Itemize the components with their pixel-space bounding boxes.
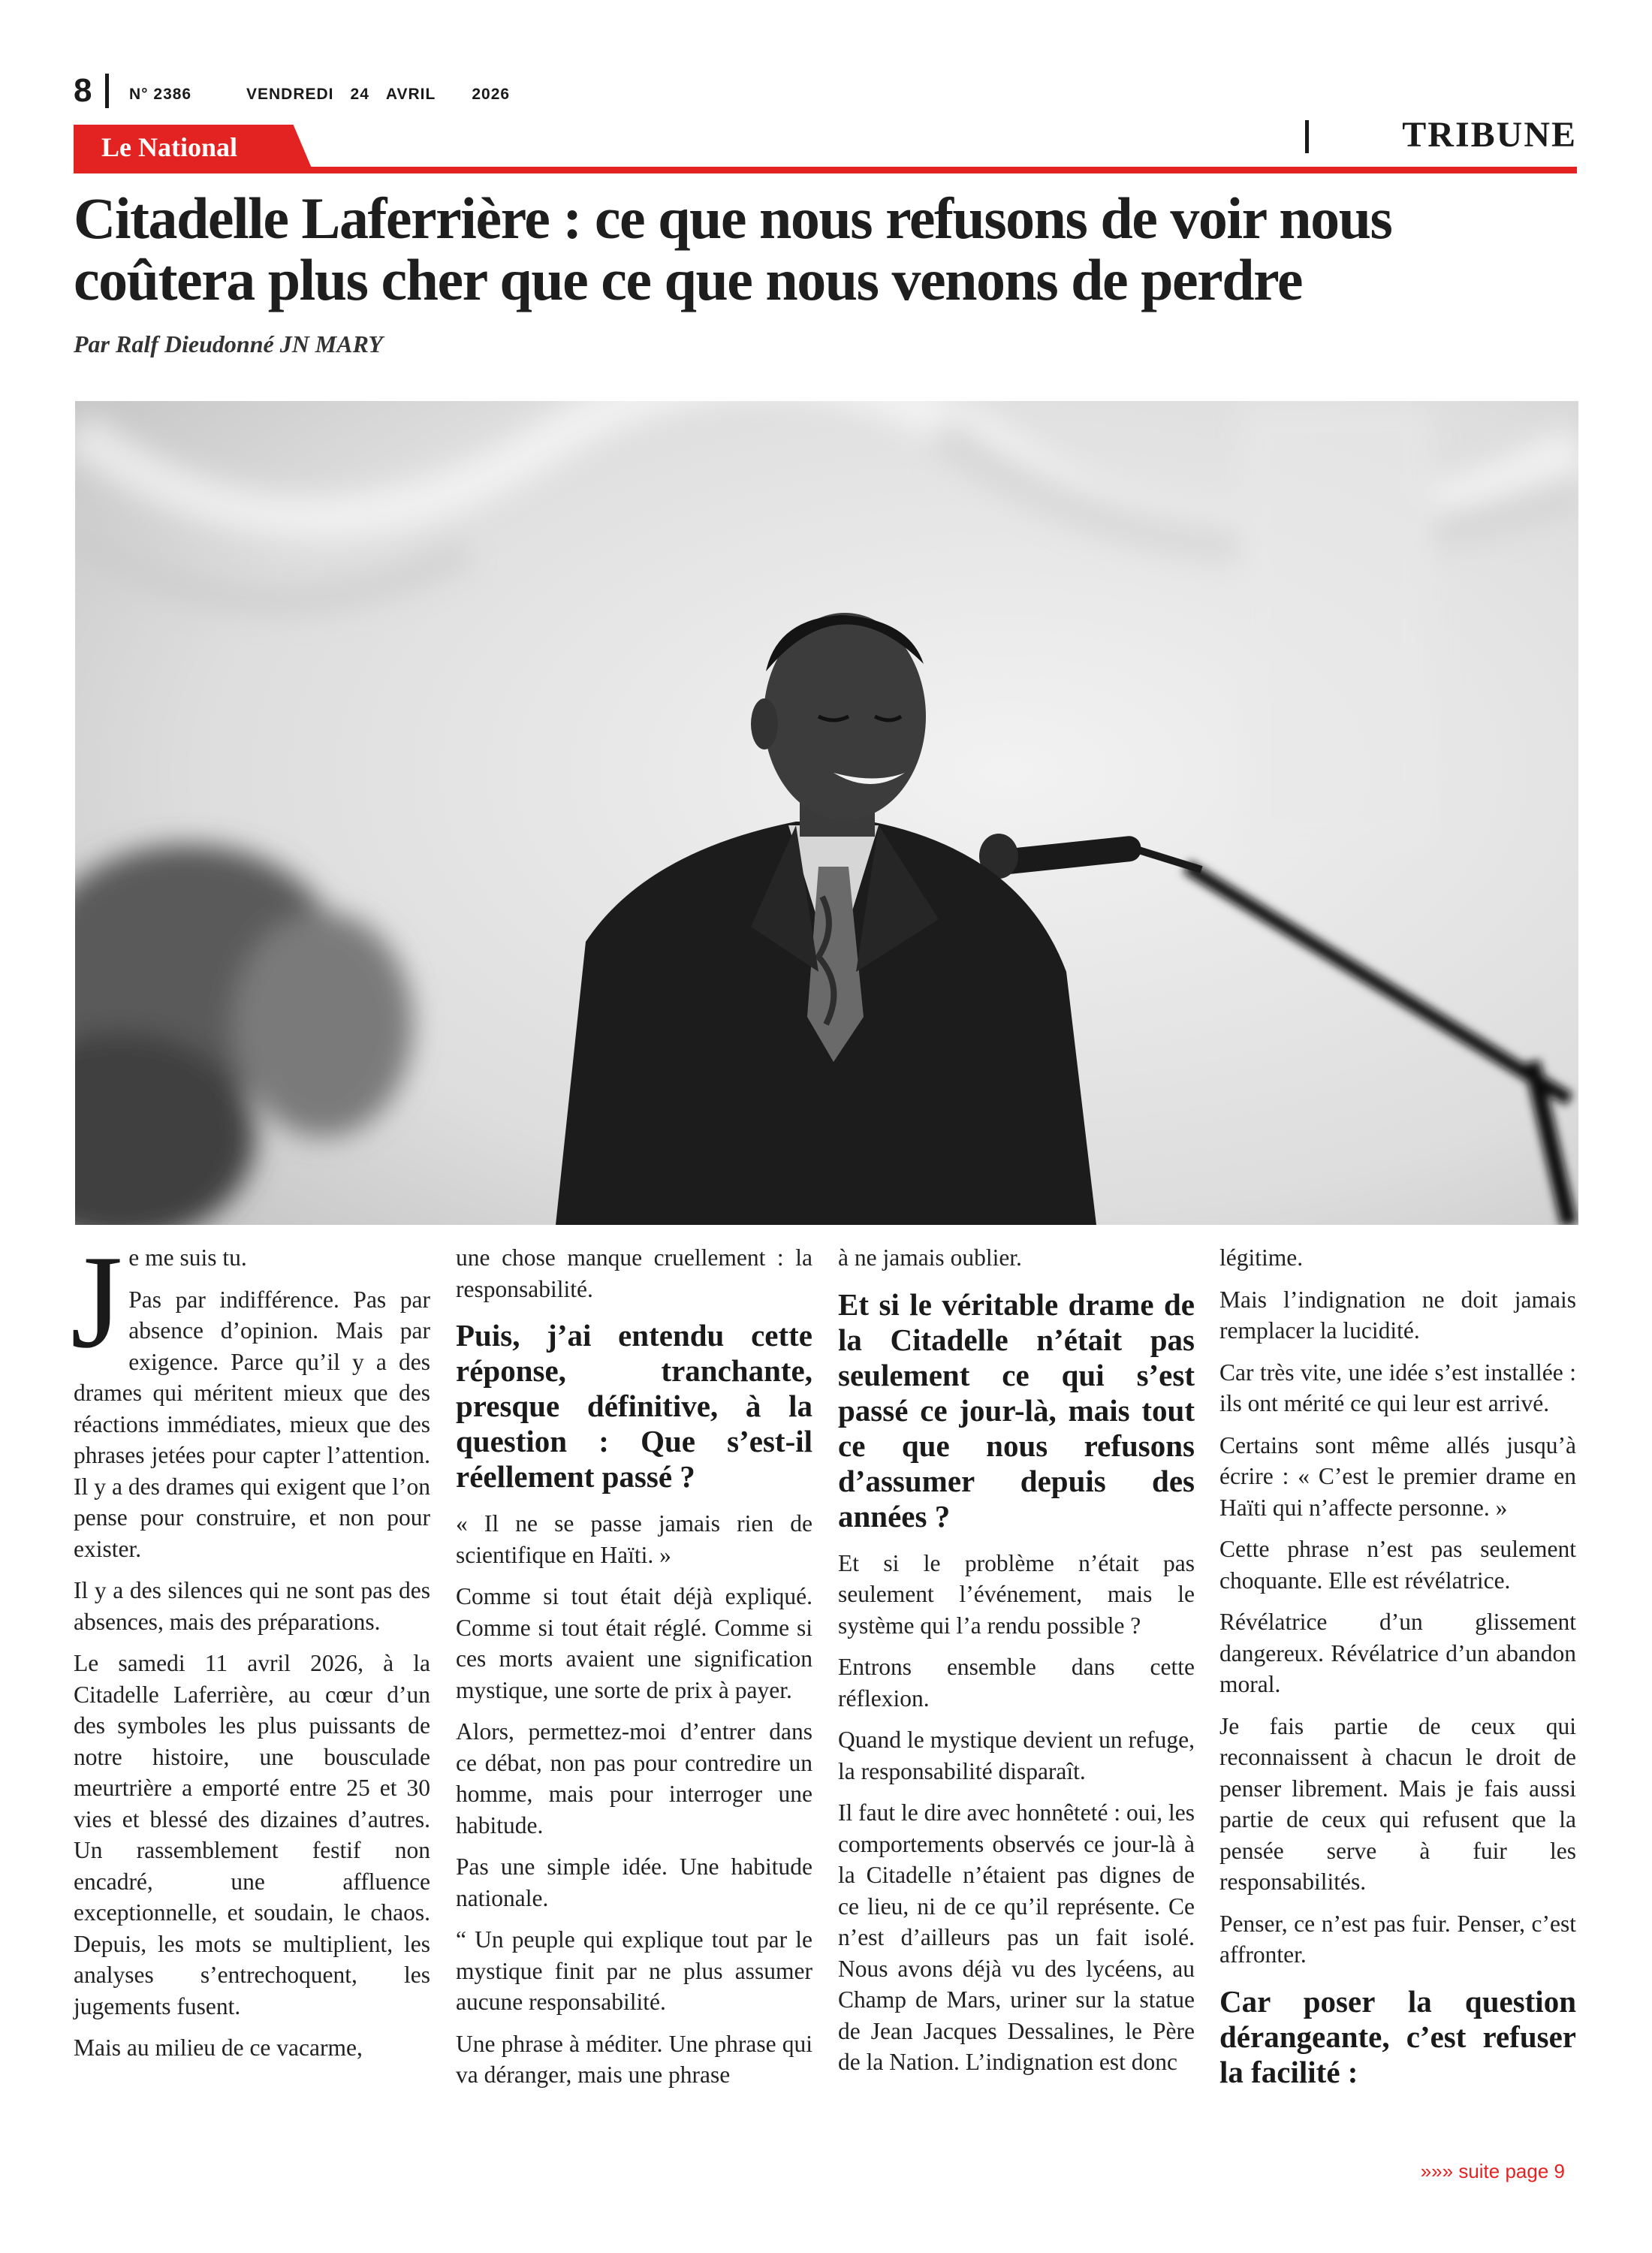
section-divider: [1305, 120, 1309, 153]
paragraph: Révélatrice d’un glissement dangereux. Révélatrice d’un abandon moral.: [1219, 1609, 1576, 1697]
continued-link[interactable]: »»» suite page 9: [1420, 2160, 1565, 2182]
date-year: 2026: [472, 86, 511, 103]
date-month: AVRIL: [385, 86, 436, 103]
paragraph: Pas une simple idée. Une habitude nationale.: [456, 1853, 812, 1911]
article-column-4: [1219, 1242, 1576, 2104]
paragraph: Une phrase à méditer. Une phrase qui va déranger, mais une phrase: [456, 2030, 812, 2088]
paragraph: Alors, permettez-moi d’entrer dans ce débat, non pas pour contredire un homme, mais pour interroger une habitude.: [456, 1718, 812, 1838]
page-number-divider: [105, 74, 109, 108]
dateline: [246, 86, 526, 104]
paragraph: Il faut le dire avec honnêteté : oui, les comportements observés ce jour-là à la Citadelle n’étaient pas dignes de ce lieu, ni de ce qu’il représente. Ce n’est d’ailleurs pas un fait isolé. Nous avons déjà vu des lycéens, au Champ de Mars, uriner sur la statue de Jean Jacques Dessalines, le Père de la Nation. L’indignation est donc: [838, 1799, 1195, 2075]
paragraph: légitime.: [1219, 1244, 1304, 1271]
paragraph: Il y a des silences qui ne sont pas des absences, mais des préparations.: [74, 1577, 430, 1635]
paragraph: Quand le mystique devient un refuge, la responsabilité disparaît.: [838, 1727, 1195, 1784]
date-day: VENDREDI: [246, 86, 334, 103]
paragraph: Cette phrase n’est pas seulement choquante. Elle est révélatrice.: [1219, 1536, 1576, 1594]
subheading: Car poser la question dérangeante, c’est refuser la facilité :: [1219, 1983, 1576, 2089]
article-column-3: [838, 1242, 1195, 2089]
paragraph: Comme si tout était déjà expliqué. Comme si tout était réglé. Comme si ces morts avaient une signification mystique, une sorte de prix à payer.: [456, 1583, 812, 1703]
paragraph: Mais l’indignation ne doit jamais remplacer la lucidité.: [1219, 1286, 1576, 1344]
header-rule: [74, 167, 1577, 173]
quote: « Il ne se passe jamais rien de scientifique en Haïti. »: [456, 1510, 812, 1568]
brand-logo-text: Le National: [101, 132, 238, 162]
paragraph: Le samedi 11 avril 2026, à la Citadelle Laferrière, au cœur d’un des symboles les plus puissants de notre histoire, une bousculade meurtrière a emporté entre 25 et 30 vies et blessé des dizaines d’autres. Un rassemblement festif non encadré, une affluence exceptionnelle, et soudain, le chaos. Depuis, les mots se multiplient, les analyses s’entrechoquent, les jugements fusent.: [74, 1650, 430, 2019]
date-number: 24: [350, 86, 369, 103]
paragraph: Pas par indifférence. Pas par absence d’opinion. Mais par exigence. Parce qu’il y a des drames qui méritent mieux que des réactions immédiates, mieux que des phrases jetées pour capter l’attention. Il y a des drames qui exigent que l’on pense pour construire, et non pour exister.: [74, 1286, 430, 1562]
paragraph: Car très vite, une idée s’est installée : ils ont mérité ce qui leur est arrivé.: [1219, 1359, 1576, 1416]
paragraph: e me suis tu.: [128, 1244, 247, 1271]
paragraph: Je fais partie de ceux qui reconnaissent à chacun le droit de penser librement. Mais je fais aussi partie de ceux qui refusent que la pensée serve à fuir les responsabilités.: [1219, 1712, 1576, 1895]
paragraph: une chose manque cruellement : la responsabilité.: [456, 1244, 812, 1302]
article-photo: [75, 401, 1578, 1225]
subheading: Et si le véritable drame de la Citadelle n’était pas seulement ce qui s’est passé ce jour-là, mais tout ce que nous refusons d’assumer depuis des années ?: [838, 1286, 1195, 1534]
section-label: TRIBUNE: [1402, 115, 1577, 155]
paragraph: Et si le problème n’était pas seulement l’événement, mais le système qui l’a rendu possible ?: [838, 1549, 1195, 1639]
page-number: 8: [74, 72, 92, 109]
subheading: Puis, j’ai entendu cette réponse, tranchante, presque définitive, à la question : Que s’est-il réellement passé ?: [456, 1318, 812, 1494]
article-column-2: [456, 1242, 812, 2101]
paragraph: Mais au milieu de ce vacarme,: [74, 2034, 363, 2061]
article-headline: Citadelle Laferrière : ce que nous refusons de voir nous coûtera plus cher que ce que nous venons de perdre: [74, 185, 1392, 312]
drop-cap: J: [71, 1227, 123, 1376]
paragraph: à ne jamais oublier.: [838, 1244, 1022, 1271]
article-byline: Par Ralf Dieudonné JN MARY: [74, 330, 383, 357]
issue-number: N° 2386: [129, 86, 192, 103]
article-column-1: [71, 1227, 430, 2074]
quote: “ Un peuple qui explique tout par le mystique finit par ne plus assumer aucune responsabilité.: [456, 1926, 812, 2015]
paragraph: Penser, ce n’est pas fuir. Penser, c’est affronter.: [1219, 1910, 1576, 1968]
paragraph: Certains sont même allés jusqu’à écrire : « C’est le premier drame en Haïti qui n’affecte personne. »: [1219, 1431, 1576, 1521]
paragraph: Entrons ensemble dans cette réflexion.: [838, 1654, 1195, 1712]
